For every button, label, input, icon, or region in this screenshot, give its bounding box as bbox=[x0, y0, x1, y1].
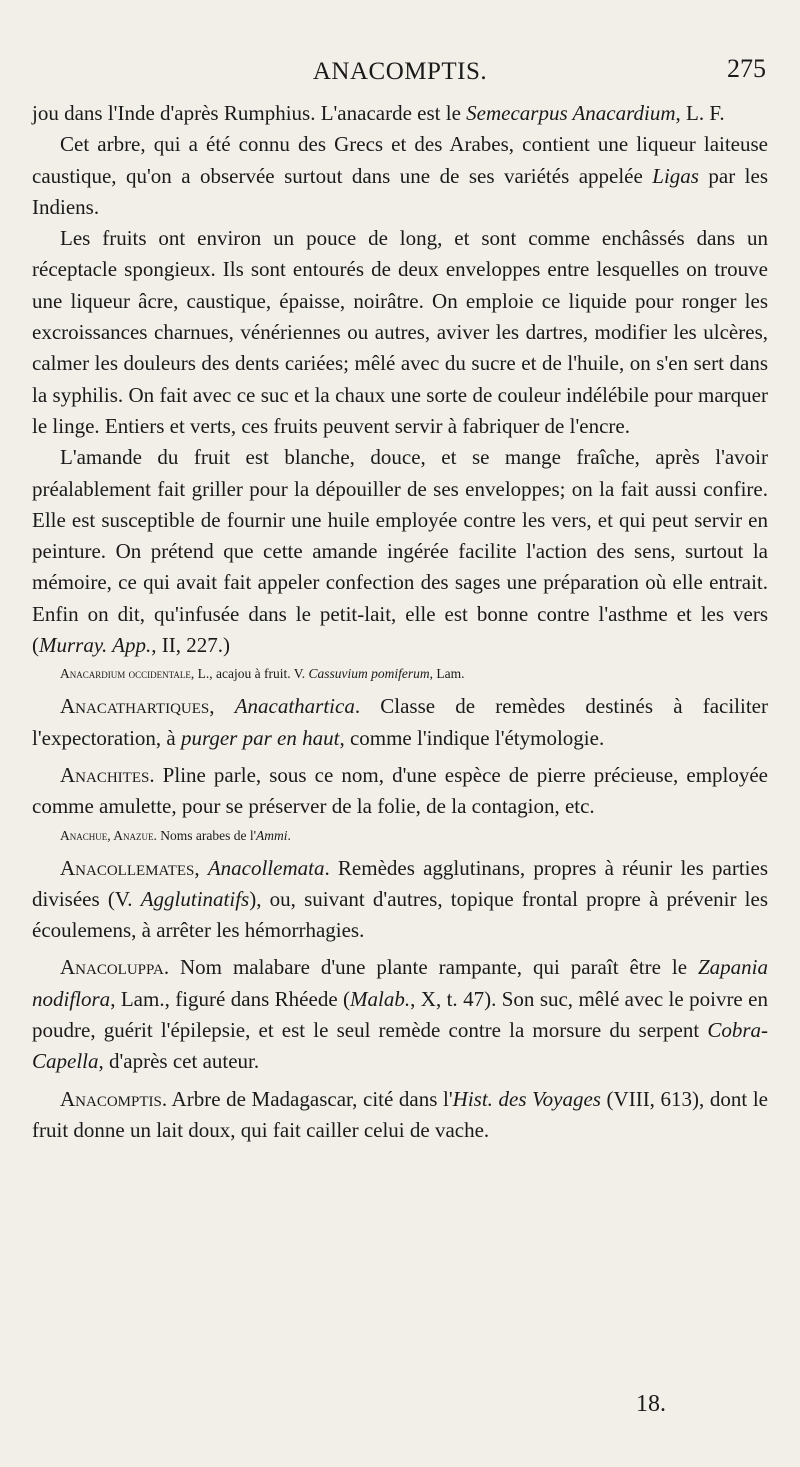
paragraph-fruits: Les fruits ont environ un pouce de long, et sont comme enchâssés dans un réceptacle spongieux. Ils sont entourés de deux enveloppes entre lesquelles on trouve une liqueur âcre, caustique, épaisse, noirâtre. On emploie ce liquide pour ronger les excroissances charnues, vénériennes ou autres, aviver les dartres, modifier les ulcères, calmer les douleurs des dents cariées; mêlé avec du sucre et de l'huile, on s'en sert dans la syphilis. On fait avec ce suc et la chaux une sorte de couleur indélébile pour marquer le linge. Entiers et verts, ces fruits peuvent servir à fabriquer de l'encre. bbox=[32, 226, 768, 438]
paragraph-tree: Cet arbre, qui a été connu des Grecs et des Arabes, contient une liqueur laiteuse caustique, qu'on a observée surtout dans une de ses variétés appelée Ligas par les Indiens. bbox=[32, 132, 768, 219]
entry-anacoluppa: Anacoluppa. Nom malabare d'une plante rampante, qui paraît être le Zapania nodiflora, Lam., figuré dans Rhéede (Malab., X, t. 47). Son suc, mêlé avec le poivre en poudre, guérit l'épilepsie, et est le seul remède contre la morsure du serpent Cobra-Capella, d'après cet auteur. bbox=[32, 955, 768, 1074]
entry-anacathartiques: Anacathartiques, Anacathartica. Classe de remèdes destinés à faciliter l'expectoration, à purger par en haut, comme l'indique l'étymologie. bbox=[32, 694, 768, 750]
page-header bbox=[32, 54, 768, 98]
entry-anacomptis: Anacomptis. Arbre de Madagascar, cité dans l'Hist. des Voyages (VIII, 613), dont le fruit donne un lait doux, qui fait cailler celui de vache. bbox=[32, 1086, 768, 1142]
page-number: 275 bbox=[727, 54, 766, 83]
entry-anacollemates: Anacollemates, Anacollemata. Remèdes agglutinans, propres à réunir les parties divisées (V. Agglutinatifs), ou, suivant d'autres, topique frontal propre à prévenir les écoulemens, à arrêter les hémorrhagies. bbox=[32, 855, 769, 943]
entry-anachites: Anachites. Pline parle, sous ce nom, d'une espèce de pierre précieuse, employée comme amulette, pour se préserver de la folie, de la contagion, etc. bbox=[32, 762, 768, 819]
paragraph-continuation: jou dans l'Inde d'après Rumphius. L'anacarde est le Semecarpus Anacardium, L. F. bbox=[32, 101, 725, 125]
running-title: ANACOMPTIS. bbox=[312, 58, 488, 85]
note-anachue: Anachue, Anazue. Noms arabes de l'Ammi. bbox=[60, 827, 291, 843]
paragraph-amande: L'amande du fruit est blanche, douce, et se mange fraîche, après l'avoir préalablement fait griller pour la dépouiller de ses enveloppes; on la fait aussi confire. Elle est susceptible de fournir une huile employée contre les vers, et qui peut servir en peinture. On prétend que cette amande ingérée facilite l'action des sens, surtout la mémoire, ce qui avait fait appeler confection des sages une préparation où elle entrait. Enfin on dit, qu'infusée dans le petit-lait, elle est bonne contre l'asthme et les vers (Murray. App., II, 227.) bbox=[32, 445, 768, 658]
note-anacardium: Anacardium occidentale, L., acajou à fruit. V. Cassuvium pomiferum, Lam. bbox=[60, 666, 465, 682]
signature-mark: 18. bbox=[636, 1391, 666, 1417]
